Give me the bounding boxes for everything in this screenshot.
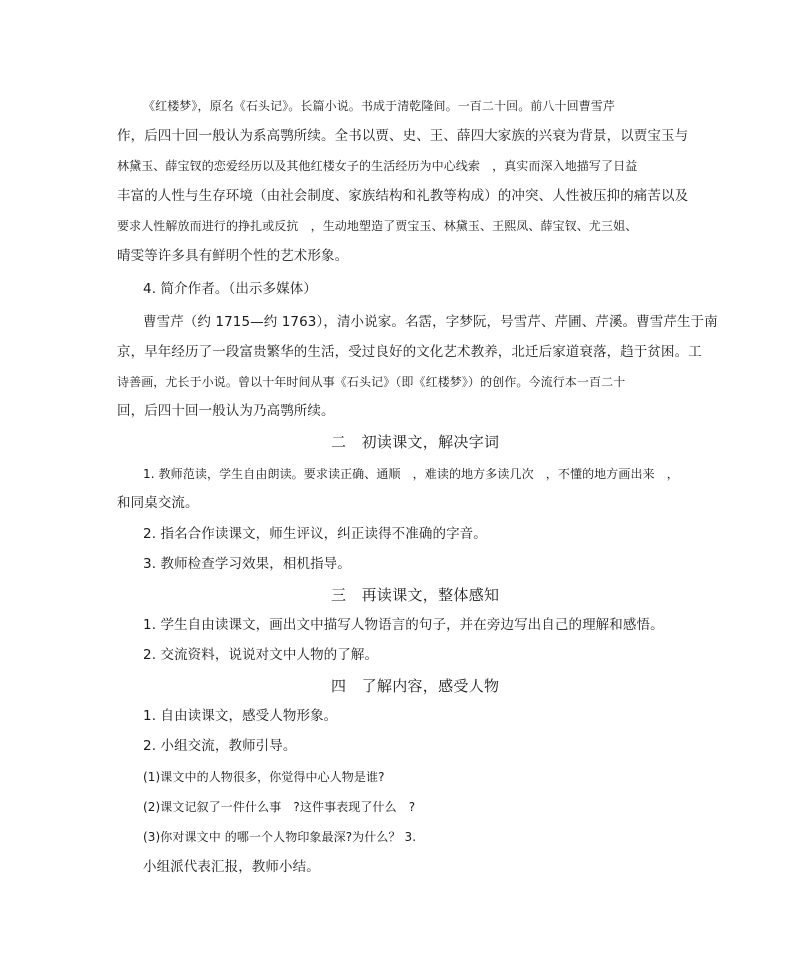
section2-line-3: 2. 指名合作读课文，师生评议，纠正读得不准确的字音。: [143, 526, 487, 542]
author-line-3: 诗善画，尤长于小说。曾以十年时间从事《石头记》（即《红楼梦》）的创作。今流行本一百二十: [117, 375, 626, 389]
section2-line-4: 3. 教师检查学习效果，相机指导。: [143, 556, 351, 572]
section4-line-3: (1)课文中的人物很多，你觉得中心人物是谁?: [143, 770, 385, 784]
intro-line-1: 《红楼梦》，原名《石头记》。长篇小说。书成于清乾隆间。一百二十回。前八十回曹雪芹: [143, 99, 616, 113]
author-title: 4. 简介作者。（出示多媒体）: [143, 281, 317, 297]
intro-line-5: 要求人性解放而进行的挣扎或反抗 ，生动地塑造了贾宝玉、林黛玉、王熙凤、薛宝钗、尤三姐、: [117, 219, 638, 233]
section4-line-1: 1. 自由读课文，感受人物形象。: [143, 708, 338, 724]
section3-line-1: 1. 学生自由读课文，画出文中描写人物语言的句子，并在旁边写出自己的理解和感悟。: [143, 617, 664, 633]
section4-line-4: (2)课文记叙了一件什么事 ?这件事表现了什么 ?: [143, 800, 416, 814]
section-heading-2: 二 初读课文，解决字词: [331, 433, 500, 451]
author-line-1: 曹雪芹（约 1715—约 1763），清小说家。名霑，字梦阮，号雪芹、芹圃、芹溪。曹雪芹生于南: [143, 314, 718, 330]
section2-line-1: 1. 教师范读，学生自由朗读。要求读正确、通顺 ，难读的地方多读几次 ，不懂的地方画出来 ，: [143, 467, 679, 481]
intro-line-2: 作，后四十回一般认为系高鹗所续。全书以贾、史、王、薛四大家族的兴衰为背景，以贾宝玉与: [117, 128, 689, 144]
section4-line-5: (3)你对课文中 的哪一个人物印象最深?为什么？ 3.: [143, 830, 417, 844]
section-heading-3: 三 再读课文，整体感知: [331, 586, 500, 604]
author-line-4: 回，后四十回一般认为乃高鹗所续。: [117, 403, 335, 419]
intro-line-4: 丰富的人性与生存环境（由社会制度、家族结构和礼教等构成）的冲突、人性被压抑的痛苦以及: [117, 188, 689, 204]
section3-line-2: 2. 交流资料，说说对文中人物的了解。: [143, 647, 379, 663]
author-line-2: 京，早年经历了一段富贵繁华的生活，受过良好的文化艺术教养，北迁后家道衰落，趋于贫困。工: [117, 344, 702, 360]
intro-line-6: 晴雯等许多具有鲜明个性的艺术形象。: [117, 248, 349, 264]
section4-line-6: 小组派代表汇报，教师小结。: [143, 859, 320, 875]
intro-line-3: 林黛玉、薛宝钗的恋爱经历以及其他红楼女子的生活经历为中心线索 ，真实而深入地描写了日益: [117, 159, 638, 173]
section-heading-4: 四 了解内容，感受人物: [331, 677, 500, 695]
section4-line-2: 2. 小组交流，教师引导。: [143, 738, 297, 754]
section2-line-2: 和同桌交流。: [117, 495, 199, 511]
